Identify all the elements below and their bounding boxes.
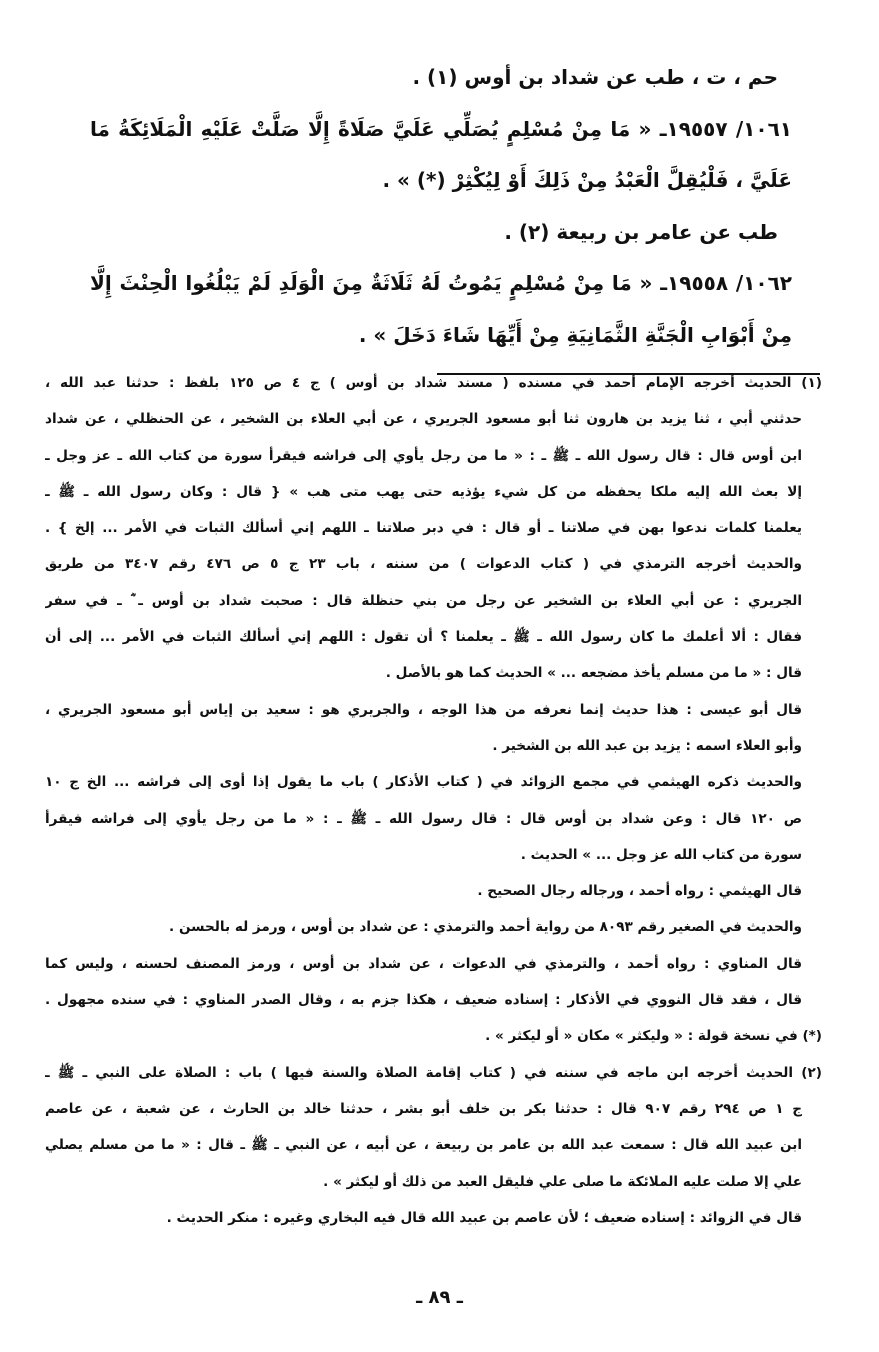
- footnote-line: يعلمنا كلمات ندعوا بهن في صلاتنا ـ أو قال : في دبر صلاتنا ـ اللهم إني أسألك الثبات في الأمر ... إلخ } .: [45, 520, 802, 537]
- footnote-line: ص ١٢٠ قال : وعن شداد بن أوس قال : قال رسول الله ـ ﷺ ـ : « ما من رجل يأوي إلى فراشه فيقرأ: [45, 810, 802, 827]
- page-number: ـ ٨٩ ـ: [416, 1287, 463, 1308]
- main-text-line: عَلَيَّ ، فَلْيُقِلَّ الْعَبْدُ مِنْ ذَلِكَ أَوْ لِيُكْثِرْ (*) » .: [382, 168, 792, 192]
- footnote-line: قال أبو عيسى : هذا حديث إنما نعرفه من هذا الوجه ، والجريري هو : سعيد بن إياس أبو مسعود الجريري ،: [45, 701, 802, 718]
- main-text-line: ١٠٦٢/ ١٩٥٥٨ـ « مَا مِنْ مُسْلِمٍ يَمُوتُ لَهُ ثَلَاثَةٌ مِنَ الْوَلَدِ لَمْ يَبْلُغُوا الْحِنْثَ إِلَّا: [90, 271, 792, 295]
- footnote-line: والحديث ذكره الهيثمي في مجمع الزوائد في ( كتاب الأذكار ) باب ما يقول إذا أوى إلى فراشه ... الخ ج ١٠: [45, 774, 802, 791]
- footnote-line: وأبو العلاء اسمه : يزيد بن عبد الله بن الشخير .: [492, 737, 802, 754]
- footnote-line: حدثني أبي ، ثنا يزيد بن هارون ثنا أبو مسعود الجريري ، عن أبي العلاء بن الشخير ، عن الحنظلي ، عن شداد: [45, 411, 802, 428]
- footnote-line: ج ١ ص ٢٩٤ رقم ٩٠٧ قال : حدثنا بكر بن خلف أبو بشر ، حدثنا خالد بن الحارث ، عن شعبة ، عن عاصم: [45, 1100, 802, 1117]
- footnote-line: قال في الزوائد : إسناده ضعيف ؛ لأن عاصم بن عبيد الله قال فيه البخاري وغيره : منكر الحديث .: [166, 1209, 802, 1226]
- footnote-line: (*) في نسخة قولة : « وليكثر » مكان « أو ليكثر » .: [485, 1028, 822, 1045]
- footnote-line: قال الهيثمي : رواه أحمد ، ورجاله رجال الصحيح .: [477, 883, 802, 900]
- main-text-line: حم ، ت ، طب عن شداد بن أوس (١) .: [412, 65, 778, 89]
- footnote-line: ابن أوس قال : قال رسول الله ـ ﷺ ـ : « ما من رجل يأوي إلى فراشه فيقرأ سورة من كتاب الله ـ عز وجل ـ: [45, 447, 802, 464]
- footnote-line: (١) الحديث أخرجه الإمام أحمد في مسنده ( مسند شداد بن أوس ) ج ٤ ص ١٢٥ بلفظ : حدثنا عبد الله ،: [45, 375, 822, 391]
- footnote-line: والحديث أخرجه الترمذي في ( كتاب الدعوات ) من سننه ، باب ٢٣ ج ٥ ص ٤٧٦ رقم ٣٤٠٧ من طريق: [45, 556, 802, 573]
- footnote-line: الجريري : عن أبي العلاء بن الشخير عن رجل من بني حنظلة قال : صحبت شداد بن أوس ـ ؓ ـ في سفر: [45, 592, 802, 609]
- main-text-line: مِنْ أَبْوَابِ الْجَنَّةِ الثَّمَانِيَةِ مِنْ أَيِّهَا شَاءَ دَخَلَ » .: [358, 322, 792, 347]
- footnotes: [45, 365, 822, 1236]
- footnote-line: قال ، فقد قال النووي في الأذكار : إسناده ضعيف ، هكذا جزم به ، وقال الصدر المناوي : في سنده مجهول .: [45, 992, 802, 1009]
- footnote-line: ابن عبيد الله قال : سمعت عبد الله بن عامر بن ربيعة ، عن أبيه ، عن النبي ـ ﷺ ـ قال : « ما من مسلم يصلي: [45, 1137, 802, 1154]
- footnote-line: إلا بعث الله إليه ملكا يحفظه من كل شيء يؤذيه حتى يهب متى هب » { قال : وكان رسول الله ـ ﷺ ـ: [45, 483, 802, 500]
- main-text: [90, 52, 792, 361]
- footnote-line: قال المناوي : رواه أحمد ، والترمذي في الدعوات ، عن شداد بن أوس ، ورمز المصنف لحسنه ، وليس كما: [45, 955, 802, 972]
- footnote-line: سورة من كتاب الله عز وجل ... » الحديث .: [520, 846, 802, 863]
- footnote-line: علي إلا صلت عليه الملائكة ما صلى علي فليقل العبد من ذلك أو ليكثر » .: [323, 1173, 802, 1190]
- footnote-line: (٢) الحديث أخرجه ابن ماجه في سننه في ( كتاب إقامة الصلاة والسنة فيها ) باب : الصلاة على النبي ـ ﷺ ـ: [45, 1064, 822, 1081]
- main-text-line: طب عن عامر بن ربيعة (٢) .: [504, 219, 778, 244]
- footnote-line: قال : « ما من مسلم يأخذ مضجعه ... » الحديث كما هو بالأصل .: [385, 665, 802, 682]
- footnote-line: فقال : ألا أعلمك ما كان رسول الله ـ ﷺ ـ يعلمنا ؟ أن تقول : اللهم إني أسألك الثبات في الأمر ... إلى أن: [45, 629, 802, 646]
- footnote-line: والحديث في الصغير رقم ٨٠٩٣ من رواية أحمد والترمذي : عن شداد بن أوس ، ورمز له بالحسن .: [169, 919, 802, 936]
- main-text-line: ١٠٦١/ ١٩٥٥٧ـ « مَا مِنْ مُسْلِمٍ يُصَلِّي عَلَيَّ صَلَاةً إِلَّا صَلَّتْ عَلَيْهِ الْمَلَائِكَةُ مَا: [90, 116, 792, 141]
